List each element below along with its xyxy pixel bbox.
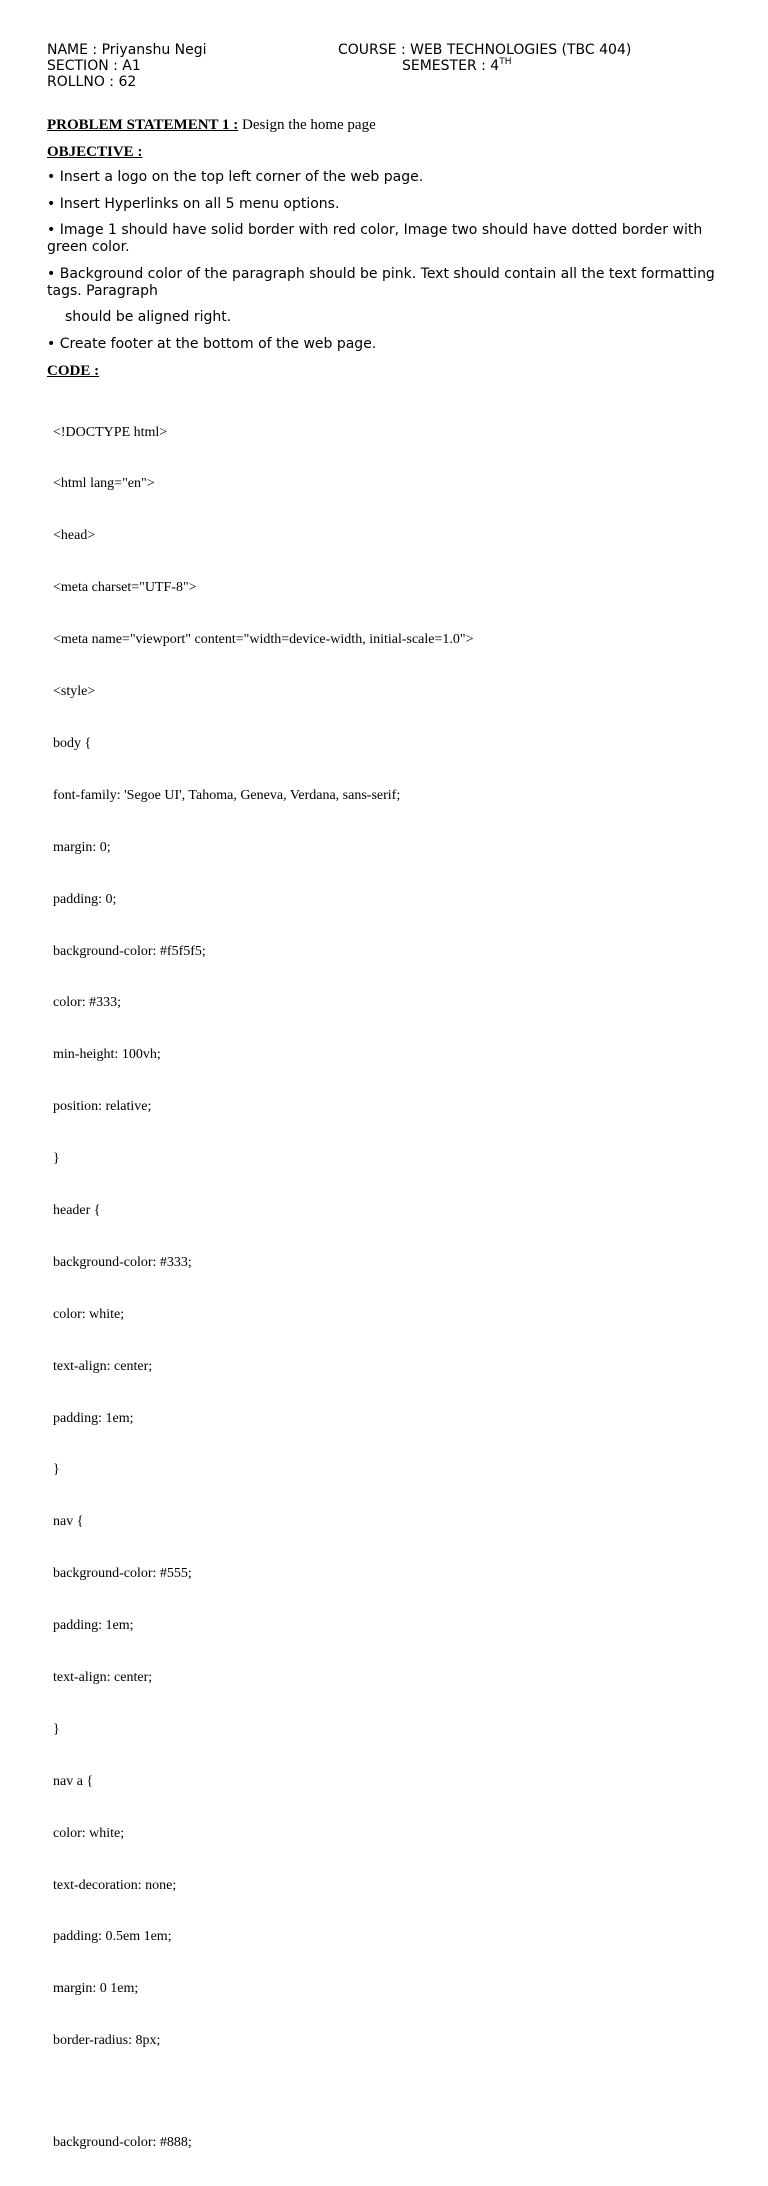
code-line: text-decoration: none; — [53, 1877, 177, 1893]
code-blank-line — [53, 2084, 474, 2099]
code-line: <meta name="viewport" content="width=device-width, initial-scale=1.0"> — [53, 632, 474, 648]
code-listing — [53, 389, 474, 2186]
semester — [402, 58, 511, 74]
code-line: nav a { — [53, 1773, 94, 1789]
code-line: nav { — [53, 1514, 84, 1530]
code-line: padding: 1em; — [53, 1410, 134, 1426]
code-line: <html lang="en"> — [53, 476, 155, 492]
code-line: background-color: #f5f5f5; — [53, 943, 206, 959]
problem-statement — [47, 116, 376, 134]
code-line: text-align: center; — [53, 1358, 153, 1374]
code-line: margin: 0; — [53, 839, 111, 855]
code-line: padding: 1em; — [53, 1618, 134, 1634]
code-line: font-family: 'Segoe UI', Tahoma, Geneva, Verdana, sans-serif; — [53, 787, 401, 803]
code-line: } — [53, 1151, 60, 1167]
student-rollno: ROLLNO : 62 — [47, 74, 137, 90]
objective-item-continuation: should be aligned right. — [65, 309, 232, 325]
code-line: header { — [53, 1202, 101, 1218]
student-name: NAME : Priyanshu Negi — [47, 42, 207, 58]
problem-statement-text: Design the home page — [238, 117, 376, 133]
objective-item: • Background color of the paragraph should be pink. Text should contain all the text formatting tags. Paragraph — [47, 266, 715, 299]
code-line: } — [53, 1721, 60, 1737]
problem-statement-label: PROBLEM STATEMENT 1 : — [47, 117, 239, 133]
code-line: padding: 0; — [53, 891, 117, 907]
objective-item: • Create footer at the bottom of the web page. — [47, 336, 377, 352]
objective-item: • Insert Hyperlinks on all 5 menu options. — [47, 196, 340, 212]
code-line: margin: 0 1em; — [53, 1981, 139, 1997]
code-line: <head> — [53, 528, 96, 544]
code-line: color: #333; — [53, 995, 122, 1011]
code-line: border-radius: 8px; — [53, 2033, 161, 2049]
code-line: <style> — [53, 684, 96, 700]
course-title: COURSE : WEB TECHNOLOGIES (TBC 404) — [338, 42, 632, 58]
code-line: padding: 0.5em 1em; — [53, 1929, 172, 1945]
student-section: SECTION : A1 — [47, 58, 141, 74]
code-label: CODE : — [47, 363, 100, 379]
semester-superscript: TH — [499, 57, 512, 67]
code-line: background-color: #555; — [53, 1566, 192, 1582]
code-heading — [47, 362, 99, 380]
code-line: min-height: 100vh; — [53, 1047, 161, 1063]
objective-heading — [47, 143, 142, 161]
objective-item: • Insert a logo on the top left corner of the web page. — [47, 169, 424, 185]
code-line: background-color: #888; — [53, 2134, 192, 2150]
code-line: position: relative; — [53, 1099, 152, 1115]
code-line: <!DOCTYPE html> — [53, 424, 168, 440]
semester-text: SEMESTER : 4 — [402, 58, 500, 74]
code-line: } — [53, 1462, 60, 1478]
code-line: <meta charset="UTF-8"> — [53, 580, 197, 596]
code-line: text-align: center; — [53, 1669, 153, 1685]
code-line: body { — [53, 735, 92, 751]
code-line: background-color: #333; — [53, 1254, 192, 1270]
objective-item: • Image 1 should have solid border with red color, Image two should have dotted border with green color. — [47, 222, 703, 255]
code-line: color: white; — [53, 1825, 125, 1841]
code-line: color: white; — [53, 1306, 125, 1322]
objective-label: OBJECTIVE : — [47, 144, 143, 160]
